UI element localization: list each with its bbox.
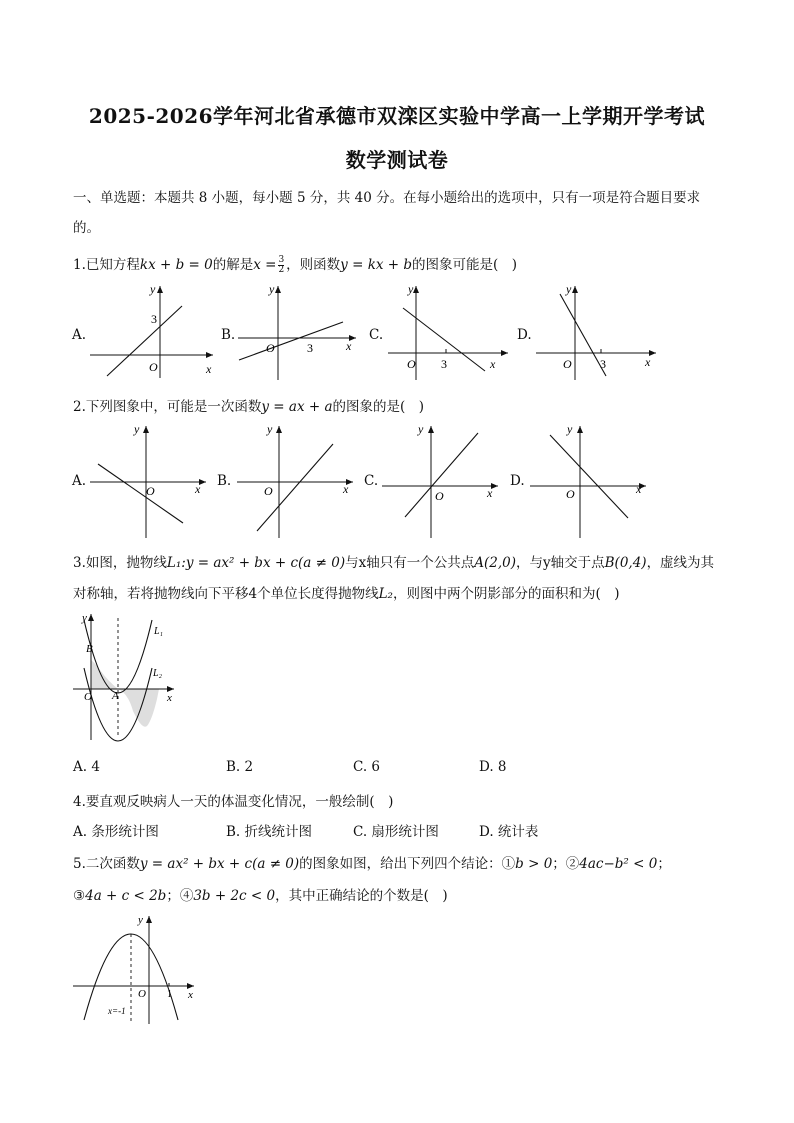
q2-expr: y = ax + a <box>261 399 333 415</box>
q3-stem-a: 3.如图，抛物线 <box>73 555 167 571</box>
q1-graph-b-x-label: x <box>346 339 352 353</box>
q3-option-d[interactable]: D. 8 <box>479 759 507 775</box>
q5-sep-2: ；④ <box>166 888 194 904</box>
title-line-2: 数学测试卷 <box>345 148 449 172</box>
q5-stem-d: ，其中正确结论的个数是( ) <box>275 888 448 904</box>
q1-option-b-label[interactable]: B. <box>221 327 236 343</box>
q5-stem-a: 5.二次函数 <box>73 856 140 872</box>
q4-option-b[interactable]: B. 折线统计图 <box>226 824 313 840</box>
q1-graph-d-y-label: y <box>566 282 572 296</box>
q2-option-d-label[interactable]: D. <box>510 473 525 489</box>
q3-stem-e: 对称轴，若将抛物线向下平移4个单位长度得抛物线 <box>73 586 379 602</box>
q2-graph-d <box>528 420 653 540</box>
q3-stem-c: ，与y轴交于点 <box>515 555 605 571</box>
q4-option-a[interactable]: A. 条形统计图 <box>73 824 159 840</box>
q3-stem-line-2 <box>73 582 620 602</box>
q3-expr-l2: L₂ <box>378 586 393 602</box>
q1-graph-d-mark: 3 <box>600 357 606 371</box>
q2-stem <box>73 395 424 415</box>
q3-point-b: B(0,4) <box>604 555 647 571</box>
q2-graph-a-y-label: y <box>134 422 140 436</box>
q1-option-d-label[interactable]: D. <box>517 327 532 343</box>
q3-expr: L₁:y = ax² + bx + c(a ≠ 0) <box>166 555 346 571</box>
q2-graph-a <box>88 420 213 540</box>
section-heading-cont: 的。 <box>73 220 100 236</box>
q3-option-c[interactable]: C. 6 <box>353 759 381 775</box>
q3-option-b[interactable]: B. 2 <box>226 759 254 775</box>
q2-graph-c-line <box>405 433 478 517</box>
q1-stem-mid2: ，则函数 <box>286 257 341 273</box>
q1-stem-mid: 的解是 <box>212 257 254 273</box>
q5-conclusion-4: 3b + 2c < 0 <box>193 888 276 904</box>
q1-graph-c <box>385 280 515 380</box>
title-line-1: 2025-2026学年河北省承德市双滦区实验中学高一上学期开学考试 <box>88 104 706 128</box>
section-heading: 一、单选题：本题共 8 小题，每小题 5 分，共 40 分。在每小题给出的选项中，只有一项是符合题目要求 <box>73 190 701 206</box>
q5-stem-c: ③ <box>73 888 86 904</box>
q5-conclusion-3: 4a + c < 2b <box>85 888 167 904</box>
q5-stem-b: 的图象如图，给出下列四个结论：① <box>299 856 516 872</box>
q5-conclusion-1: b > 0 <box>515 856 553 872</box>
q5-stem-line-1 <box>73 852 671 872</box>
q2-graph-c-origin: O <box>435 489 444 503</box>
q3-stem-line-1 <box>73 551 714 571</box>
q2-graph-d-x-label: x <box>636 482 642 496</box>
q3-label-a: A <box>112 690 119 702</box>
q1-expr-equation: kx + b = 0 <box>139 257 213 273</box>
q1-expr-function: y = kx + b <box>340 257 413 273</box>
q2-graph-a-origin: O <box>146 484 155 498</box>
q1-fraction-num: 3 <box>278 255 285 265</box>
q5-y-label: y <box>138 914 143 926</box>
q1-stem-pre: 1.已知方程 <box>73 257 140 273</box>
q3-point-a: A(2,0) <box>474 555 516 571</box>
q1-graph-a-line <box>107 306 182 376</box>
q1-graph-b-origin: O <box>266 341 275 355</box>
q2-graph-b-origin: O <box>264 484 273 498</box>
q3-stem-d: ，虚线为其 <box>646 555 715 571</box>
q1-graph-a-y-label: y <box>150 282 156 296</box>
q1-graph-c-mark: 3 <box>441 357 447 371</box>
q5-tick-one: 1 <box>167 989 172 1000</box>
q1-graph-d-origin: O <box>563 357 572 371</box>
q1-option-a-label[interactable]: A. <box>72 327 87 343</box>
q5-x-label: x <box>188 989 193 1001</box>
q5-expr: y = ax² + bx + c(a ≠ 0) <box>139 856 300 872</box>
q1-graph-d <box>533 280 663 380</box>
q1-x-eq: x = <box>253 257 277 273</box>
q2-graph-d-y-label: y <box>567 422 573 436</box>
q1-stem-post: 的图象可能是( ) <box>412 257 518 273</box>
q2-graph-a-line <box>98 464 183 523</box>
q3-x-label: x <box>167 692 172 704</box>
q2-option-c-label[interactable]: C. <box>364 473 379 489</box>
q1-graph-a-mark: 3 <box>151 312 157 326</box>
q2-graph-d-origin: O <box>566 487 575 501</box>
q2-graph-b-x-label: x <box>343 482 349 496</box>
q2-option-b-label[interactable]: B. <box>217 473 232 489</box>
q2-stem-pre: 2.下列图象中，可能是一次函数 <box>73 399 262 415</box>
q3-figure <box>70 608 185 743</box>
q1-option-c-label[interactable]: C. <box>369 327 384 343</box>
q3-label-b: B <box>86 643 93 655</box>
q1-stem <box>73 253 517 275</box>
q5-sep-1: ；② <box>552 856 580 872</box>
q2-option-a-label[interactable]: A. <box>72 473 87 489</box>
q1-graph-b-y-label: y <box>269 282 275 296</box>
q2-graph-b-y-label: y <box>267 422 273 436</box>
q3-origin: O <box>84 691 92 703</box>
q1-fraction <box>278 256 284 275</box>
q4-stem: 4.要直观反映病人一天的体温变化情况，一般绘制( ) <box>73 794 394 810</box>
q1-graph-d-x-label: x <box>645 355 651 369</box>
q1-graph-c-y-label: y <box>408 282 414 296</box>
q3-shade-right <box>118 689 159 727</box>
q3-label-l1: L₁ <box>154 626 164 637</box>
q3-label-l2: L₂ <box>153 668 163 679</box>
q5-figure <box>70 912 200 1027</box>
q3-stem-b: 与x轴只有一个公共点 <box>345 555 475 571</box>
q5-axis-label: x=-1 <box>108 1006 126 1016</box>
q1-graph-a-origin: O <box>149 360 158 374</box>
q2-graph-c-x-label: x <box>487 486 493 500</box>
q2-graph-d-line <box>550 435 628 518</box>
q2-graph-c-y-label: y <box>418 422 424 436</box>
q3-y-label: y <box>82 612 87 624</box>
q1-fraction-den: 2 <box>278 265 285 275</box>
q2-graph-a-x-label: x <box>195 482 201 496</box>
q1-graph-a-x-label: x <box>206 362 212 376</box>
q2-graph-b <box>235 420 360 540</box>
q1-graph-a <box>85 280 220 380</box>
q4-option-d[interactable]: D. 统计表 <box>479 824 539 840</box>
q5-conclusion-2: 4ac−b² < 0 <box>579 856 658 872</box>
q1-graph-b-line <box>239 322 343 360</box>
q5-origin: O <box>138 988 146 1000</box>
q2-graph-c <box>380 420 505 540</box>
q1-graph-b <box>233 280 363 380</box>
q4-option-c[interactable]: C. 扇形统计图 <box>353 824 439 840</box>
q5-stem-line-2 <box>73 884 448 904</box>
q3-option-a[interactable]: A. 4 <box>73 759 100 775</box>
q2-stem-post: 的图象的是( ) <box>332 399 425 415</box>
q3-stem-f: ，则图中两个阴影部分的面积和为( ) <box>392 586 620 602</box>
q1-graph-c-origin: O <box>407 357 416 371</box>
q1-graph-b-mark: 3 <box>307 341 313 355</box>
q3-shade-left <box>91 660 118 689</box>
q5-end-1: ； <box>657 856 671 872</box>
q1-graph-c-x-label: x <box>490 357 496 371</box>
